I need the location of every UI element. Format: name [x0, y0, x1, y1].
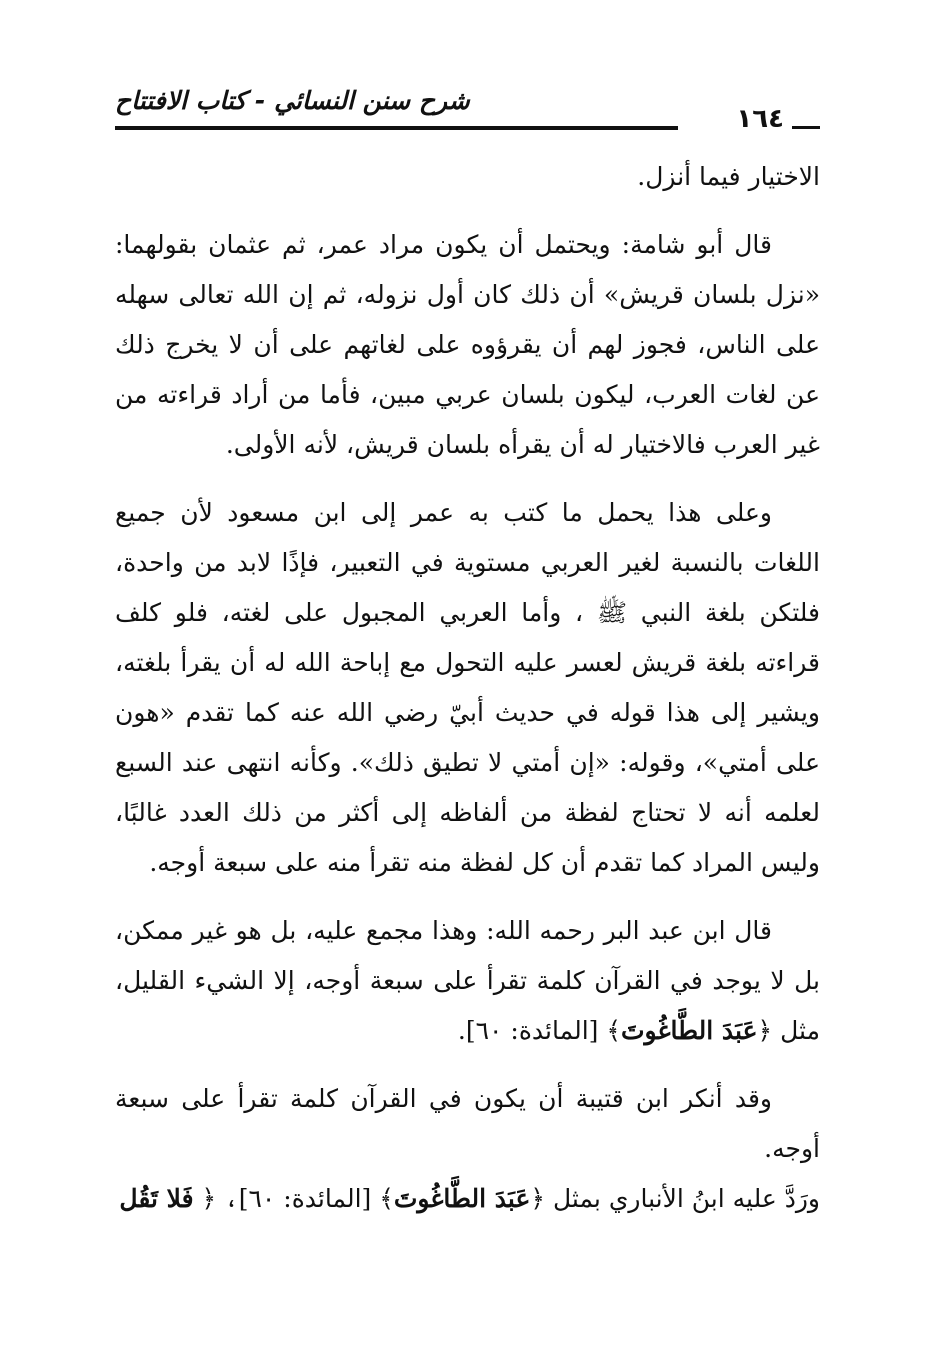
ornate-brace-close: ﴾ [379, 1184, 394, 1213]
quran-verse: عَبَدَ الطَّاغُوتَ [393, 1184, 531, 1213]
ornate-brace-open: ﴿ [530, 1184, 546, 1213]
ornate-brace-open: ﴿ [201, 1184, 217, 1213]
paragraph-text: ورَدَّ عليه ابنُ الأنباري بمثل [553, 1184, 820, 1213]
paragraph-continuation: الاختيار فيما أنزل. [637, 162, 820, 191]
paragraph-ibn-abd-al-barr [115, 906, 820, 1056]
header-title: شرح سنن النسائي - كتاب الافتتاح [115, 86, 470, 115]
verse-reference: [المائدة: ٦٠]. [457, 1016, 599, 1045]
page-number: ١٦٤ [736, 104, 784, 134]
paragraph-text: قال ابن عبد البر رحمه الله: وهذا مجمع عليه، بل هو غير ممكن، بل لا يوجد في القرآن كلمة تقرأ على سبعة أوجه، إلا الشيء القليل، مثل [115, 916, 820, 1045]
page-body [115, 152, 820, 1224]
paragraph-abu-shama: قال أبو شامة: ويحتمل أن يكون مراد عمر، ثم عثمان بقولهما: «نزل بلسان قريش» أن ذلك كان أول نزوله، ثم إن الله تعالى سهله على الناس، فجوز لهم أن يقرؤوه على لغاتهم على أن لا يخرج ذلك عن لغات العرب، ليكون بلسان عربي مبين، فأما من أراد قراءته من غير العرب فالاختيار له أن يقرأه بلسان قريش، لأنه الأولى. [115, 230, 820, 459]
paragraph-text: وقد أنكر ابن قتيبة أن يكون في القرآن كلمة تقرأ على سبعة أوجه. [115, 1084, 820, 1163]
page-number-dash [792, 126, 820, 129]
ornate-brace-close: ﴾ [606, 1016, 622, 1045]
running-header [115, 86, 820, 156]
header-rule [115, 126, 678, 130]
paragraph-ibn-qutayba [115, 1074, 820, 1224]
quran-verse: فَلا تَقُل [119, 1184, 194, 1213]
quran-verse: عَبَدَ الطَّاغُوتَ [621, 1016, 758, 1045]
verse-reference: [المائدة: ٦٠]، [224, 1184, 372, 1213]
paragraph-umar-letter: وعلى هذا يحمل ما كتب به عمر إلى ابن مسعود لأن جميع اللغات بالنسبة لغير العربي مستوية في التعبير، فإذًا لابد من واحدة، فلتكن بلغة النبي ﷺ ، وأما العربي المجبول على لغته، فلو كلف قراءته بلغة قريش لعسر عليه التحول مع إباحة الله له أن يقرأ بلغته، ويشير إلى هذا قوله في حديث أبيّ رضي الله عنه كما تقدم «هون على أمتي»، وقوله: «إن أمتي لا تطيق ذلك». وكأنه انتهى عند السبع لعلمه أنه لا تحتاج لفظة من ألفاظه إلى أكثر من ذلك العدد غالبًا، وليس المراد كما تقدم أن كل لفظة منه تقرأ منه على سبعة أوجه. [115, 498, 820, 877]
ornate-brace-open: ﴿ [757, 1016, 773, 1045]
